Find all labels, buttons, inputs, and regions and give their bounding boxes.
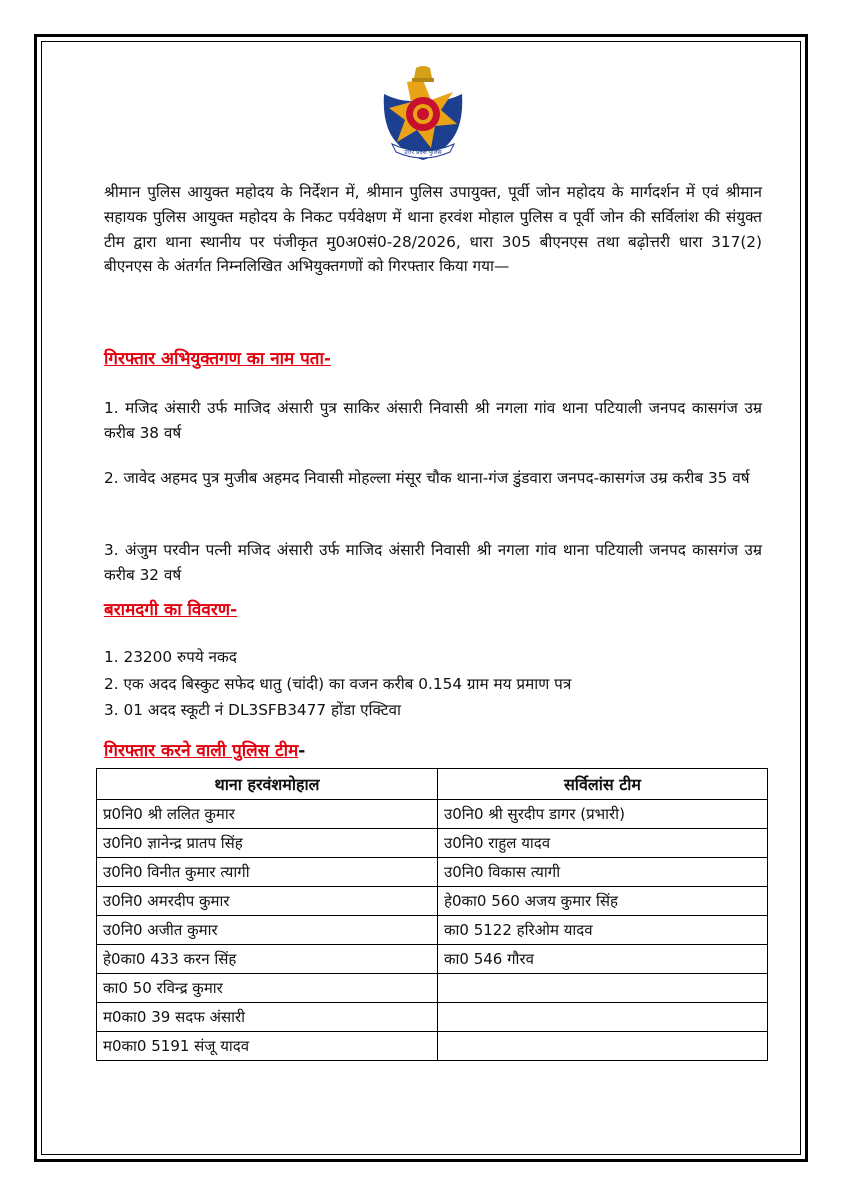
table-row: [97, 858, 768, 887]
table-cell: उ0नि0 अमरदीप कुमार: [97, 887, 438, 916]
table-row: [97, 945, 768, 974]
intro-paragraph: श्रीमान पुलिस आयुक्त महोदय के निर्देशन में, श्रीमान पुलिस उपायुक्त, पूर्वी जोन महोदय के मार्गदर्शन में एवं श्रीमान सहायक पुलिस आयुक्त महोदय के निकट पर्यवेक्षण में थाना हरवंश मोहाल पुलिस व पूर्वी जोन की सर्विलांश की संयुक्त टीम द्वारा थाना स्थानीय पर पंजीकृत मु0अ0सं0-28/2026, धारा 305 बीएनएस तथा बढ़ोत्तरी धारा 317(2) बीएनएस के अंतर्गत निम्नलिखित अभियुक्तगणों को गिरफ्तार किया गया—: [104, 183, 762, 276]
table-row: [97, 800, 768, 829]
table-cell: उ0नि0 विकास त्यागी: [438, 858, 768, 887]
table-cell: का0 50 रविन्द्र कुमार: [97, 974, 438, 1003]
table-cell: का0 5122 हरिओम यादव: [438, 916, 768, 945]
team-heading: [104, 738, 305, 761]
table-cell: का0 546 गौरव: [438, 945, 768, 974]
table-row: [97, 887, 768, 916]
table-cell: [438, 1032, 768, 1061]
recovery-item-3: 3. 01 अदद स्कूटी नं DL3SFB3477 होंडा एक्टिवा: [104, 701, 402, 719]
table-cell: हे0का0 433 करन सिंह: [97, 945, 438, 974]
table-row: [97, 1003, 768, 1032]
recovery-item-2: 2. एक अदद बिस्कुट सफेद धातु (चांदी) का वजन करीब 0.154 ग्राम मय प्रमाण पत्र: [104, 675, 572, 693]
table-cell: उ0नि0 राहुल यादव: [438, 829, 768, 858]
police-team-table: [96, 768, 768, 1061]
table-row: [97, 829, 768, 858]
table-row: [97, 916, 768, 945]
up-police-emblem-logo: [372, 64, 474, 164]
table-cell: हे0का0 560 अजय कुमार सिंह: [438, 887, 768, 916]
column-header-surveillance-team: सर्विलांस टीम: [438, 769, 768, 800]
table-cell: उ0नि0 अजीत कुमार: [97, 916, 438, 945]
table-cell: म0का0 39 सदफ अंसारी: [97, 1003, 438, 1032]
table-cell: उ0नि0 विनीत कुमार त्यागी: [97, 858, 438, 887]
column-header-harvansh-mohal: थाना हरवंशमोहाल: [97, 769, 438, 800]
table-row: [97, 974, 768, 1003]
team-heading-suffix: -: [298, 741, 306, 761]
table-cell: उ0नि0 ज्ञानेन्द्र प्रातप सिंह: [97, 829, 438, 858]
accused-item-3: 3. अंजुम परवीन पत्नी मजिद अंसारी उर्फ माजिद अंसारी निवासी श्री नगला गांव थाना पटियाली जनपद कासगंज उम्र करीब 32 वर्ष: [104, 541, 762, 584]
table-cell: [438, 974, 768, 1003]
accused-heading: गिरफ्तार अभियुक्तगण का नाम पता-: [104, 349, 331, 369]
recovery-item-1: 1. 23200 रुपये नकद: [104, 648, 237, 666]
table-cell: [438, 1003, 768, 1032]
table-header-row: [97, 769, 768, 800]
table-cell: म0का0 5191 संजू यादव: [97, 1032, 438, 1061]
recovery-heading: बरामदगी का विवरण-: [104, 600, 238, 620]
table-row: [97, 1032, 768, 1061]
accused-item-1: 1. मजिद अंसारी उर्फ माजिद अंसारी पुत्र साकिर अंसारी निवासी श्री नगला गांव थाना पटियाली जनपद कासगंज उम्र करीब 38 वर्ष: [104, 399, 762, 442]
table-cell: उ0नि0 श्री सुरदीप डागर (प्रभारी): [438, 800, 768, 829]
team-heading-text: गिरफ्तार करने वाली पुलिस टीम: [104, 741, 299, 761]
table-cell: प्र0नि0 श्री ललित कुमार: [97, 800, 438, 829]
accused-item-2: 2. जावेद अहमद पुत्र मुजीब अहमद निवासी मोहल्ला मंसूर चौक थाना-गंज डुंडवारा जनपद-कासगंज उम्र करीब 35 वर्ष: [104, 469, 750, 487]
logo-motto-text: उत्तर प्रदेश पुलिस: [404, 149, 442, 156]
